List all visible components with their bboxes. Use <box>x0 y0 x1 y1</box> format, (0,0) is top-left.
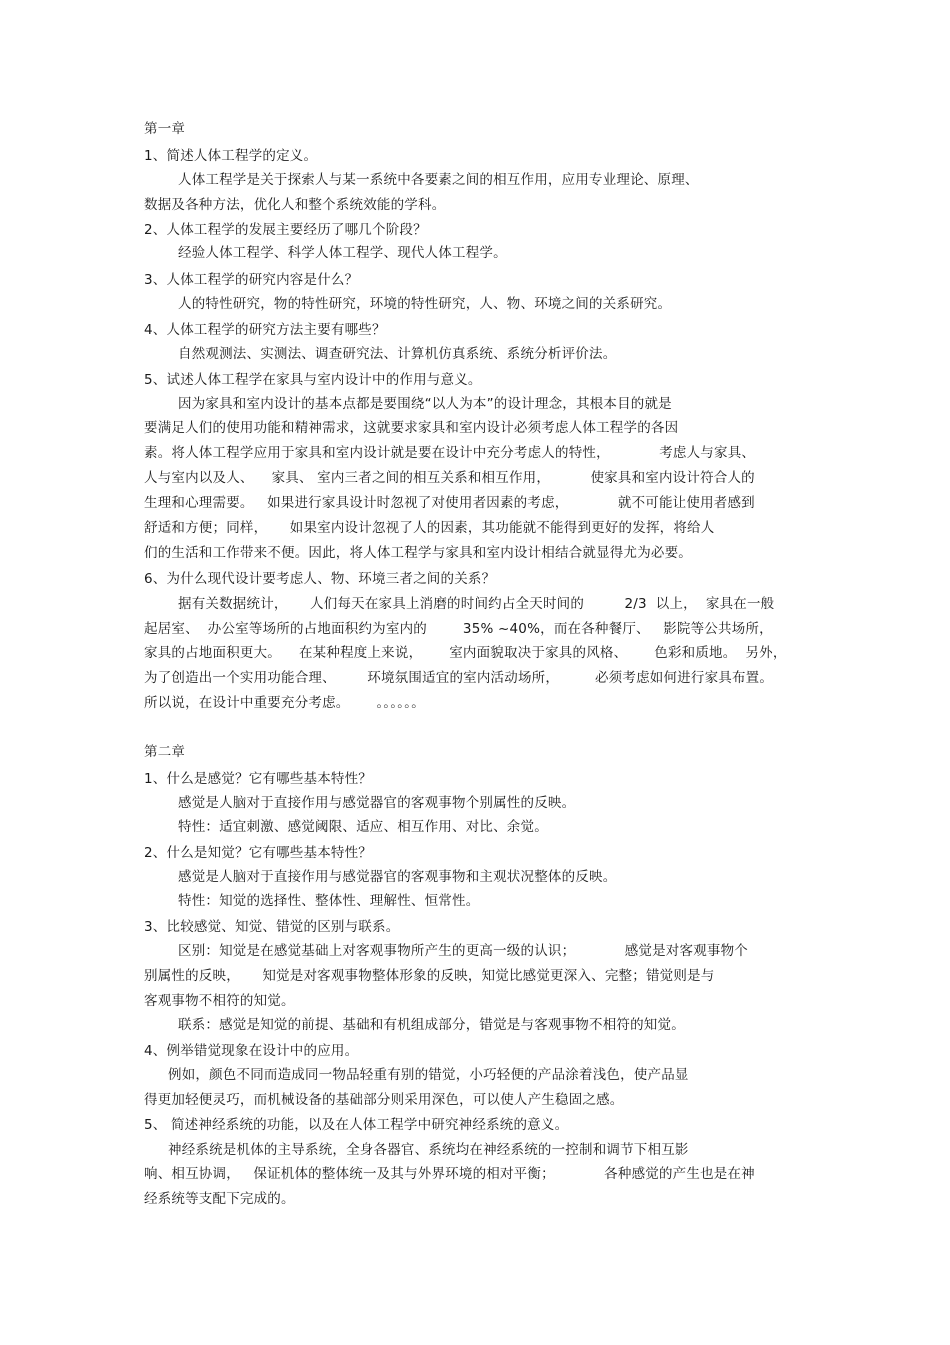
answer-line: 例如，颜色不同而造成同一物品轻重有别的错觉，小巧轻便的产品涂着浅色，使产品显 <box>168 1067 689 1083</box>
question-1-5: 5、试述人体工程学在家具与室内设计中的作用与意义。 <box>144 372 482 388</box>
answer-line: 家具的占地面积更大。 在某种程度上来说， 室内面貌取决于家具的风格、 色彩和质地。 另外， <box>144 645 787 661</box>
chapter-1-heading: 第一章 <box>144 121 186 137</box>
question-2-5: 5、 简述神经系统的功能，以及在人体工程学中研究神经系统的意义。 <box>144 1117 569 1133</box>
answer-line: 起居室、 办公室等场所的占地面积约为室内的 35% ~40%，而在各种餐厅、 影院等公共场所， <box>144 621 773 637</box>
answer-line: 客观事物不相符的知觉。 <box>144 993 295 1009</box>
question-2-3: 3、比较感觉、知觉、错觉的区别与联系。 <box>144 919 400 935</box>
question-1-3: 3、人体工程学的研究内容是什么？ <box>144 272 359 288</box>
question-2-4: 4、例举错觉现象在设计中的应用。 <box>144 1043 359 1059</box>
answer-line: 数据及各种方法，优化人和整个系统效能的学科。 <box>144 197 446 213</box>
answer-line: 人体工程学是关于探索人与某一系统中各要素之间的相互作用，应用专业理论、原理、 <box>178 172 699 188</box>
answer-line: 素。将人体工程学应用于家具和室内设计就是要在设计中充分考虑人的特性， 考虑人与家具、 <box>144 445 756 461</box>
answer-line: 们的生活和工作带来不便。因此，将人体工程学与家具和室内设计相结合就显得尤为必要。 <box>144 545 692 561</box>
answer-line: 自然观测法、实测法、调查研究法、计算机仿真系统、系统分析评价法。 <box>178 346 617 362</box>
answer-line: 经验人体工程学、科学人体工程学、现代人体工程学。 <box>178 245 507 261</box>
answer-line: 感觉是人脑对于直接作用与感觉器官的客观事物个别属性的反映。 <box>178 795 576 811</box>
answer-line: 特性：适宜刺激、感觉阈限、适应、相互作用、对比、余觉。 <box>178 819 548 835</box>
answer-line: 感觉是人脑对于直接作用与感觉器官的客观事物和主观状况整体的反映。 <box>178 869 617 885</box>
question-1-1: 1、简述人体工程学的定义。 <box>144 148 318 164</box>
answer-line: 所以说，在设计中重要充分考虑。 。。。。。。 <box>144 695 425 711</box>
answer-line: 人与室内以及人、 家具、 室内三者之间的相互关系和相互作用， 使家具和室内设计符合人的 <box>144 470 755 486</box>
answer-line: 区别：知觉是在感觉基础上对客观事物所产生的更高一级的认识； 感觉是对客观事物个 <box>178 943 749 959</box>
answer-line: 因为家具和室内设计的基本点都是要围绕“以人为本”的设计理念，其根本目的就是 <box>178 396 672 412</box>
answer-line: 要满足人们的使用功能和精神需求，这就要求家具和室内设计必须考虑人体工程学的各因 <box>144 420 679 436</box>
question-1-4: 4、人体工程学的研究方法主要有哪些？ <box>144 322 386 338</box>
chapter-2-heading: 第二章 <box>144 744 186 760</box>
answer-line: 舒适和方便；同样， 如果室内设计忽视了人的因素，其功能就不能得到更好的发挥，将给人 <box>144 520 715 536</box>
answer-line: 为了创造出一个实用功能合理、 环境氛围适宜的室内活动场所， 必须考虑如何进行家具布置。 <box>144 670 774 686</box>
answer-line: 响、相互协调， 保证机体的整体统一及其与外界环境的相对平衡； 各种感觉的产生也是在神 <box>144 1166 755 1182</box>
question-1-2: 2、人体工程学的发展主要经历了哪几个阶段？ <box>144 222 427 238</box>
answer-line: 据有关数据统计， 人们每天在家具上消磨的时间约占全天时间的 2/3 以上， 家具在一般 <box>178 596 775 612</box>
answer-line: 特性：知觉的选择性、整体性、理解性、恒常性。 <box>178 893 480 909</box>
answer-line: 神经系统是机体的主导系统，全身各器官、系统均在神经系统的一控制和调节下相互影 <box>168 1142 689 1158</box>
question-2-1: 1、什么是感觉？它有哪些基本特性？ <box>144 771 372 787</box>
answer-line: 得更加轻便灵巧，而机械设备的基础部分则采用深色，可以使人产生稳固之感。 <box>144 1092 624 1108</box>
answer-line: 联系：感觉是知觉的前提、基础和有机组成部分，错觉是与客观事物不相符的知觉。 <box>178 1017 685 1033</box>
answer-line: 生理和心理需要。 如果进行家具设计时忽视了对使用者因素的考虑， 就不可能让使用者感到 <box>144 495 755 511</box>
question-2-2: 2、什么是知觉？它有哪些基本特性？ <box>144 845 372 861</box>
answer-line: 经系统等支配下完成的。 <box>144 1191 295 1207</box>
answer-line: 人的特性研究，物的特性研究，环境的特性研究，人、物、环境之间的关系研究。 <box>178 296 672 312</box>
question-1-6: 6、为什么现代设计要考虑人、物、环境三者之间的关系？ <box>144 571 496 587</box>
answer-line: 别属性的反映， 知觉是对客观事物整体形象的反映，知觉比感觉更深入、完整；错觉则是与 <box>144 968 715 984</box>
